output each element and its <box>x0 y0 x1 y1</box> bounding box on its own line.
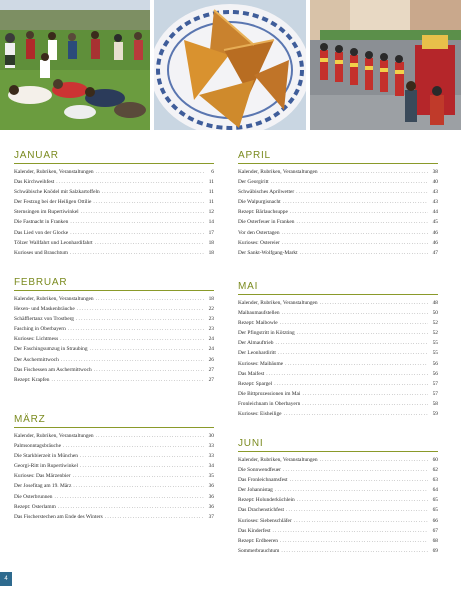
toc-entries <box>14 167 214 258</box>
toc-leader-dots <box>302 399 428 409</box>
toc-entry-title: Die Osterbrunnen <box>14 493 53 500</box>
toc-entry-title: Rezept: Spargel <box>238 380 273 387</box>
toc-entry[interactable] <box>238 399 438 409</box>
toc-leader-dots <box>56 177 204 187</box>
toc-entry[interactable] <box>14 304 214 314</box>
toc-entry[interactable] <box>238 409 438 419</box>
photo-pastries <box>154 0 306 130</box>
toc-entry-page: 63 <box>432 477 438 484</box>
month-heading: MÄRZ <box>14 414 214 428</box>
toc-entry-page: 11 <box>208 199 214 206</box>
toc-entry-page: 69 <box>432 547 438 554</box>
toc-entry[interactable] <box>14 294 214 304</box>
toc-entry-title: Die Bittprozessionen im Mai <box>238 390 301 397</box>
toc-entries <box>14 431 214 522</box>
photo-folk-picnic <box>0 0 150 130</box>
toc-entry-page: 24 <box>208 336 214 343</box>
toc-entry-title: Kurioses: Eisheilige <box>238 411 282 418</box>
toc-section-maerz <box>14 414 214 522</box>
toc-leader-dots <box>320 455 428 465</box>
toc-leader-dots <box>58 502 204 512</box>
toc-entry[interactable] <box>238 369 438 379</box>
toc-entry[interactable] <box>14 441 214 451</box>
toc-entry[interactable] <box>14 187 214 197</box>
toc-entry-page: 52 <box>432 320 438 327</box>
toc-entry[interactable] <box>14 314 214 324</box>
toc-entry[interactable] <box>238 177 438 187</box>
toc-entry-page: 18 <box>208 239 214 246</box>
toc-entry[interactable] <box>14 238 214 248</box>
toc-entry[interactable] <box>14 502 214 512</box>
toc-entry-page: 46 <box>432 229 438 236</box>
toc-entry-page: 6 <box>211 169 214 175</box>
toc-entry-title: Kurioses: Maibäume <box>238 360 284 367</box>
toc-leader-dots <box>73 471 204 481</box>
month-heading: FEBRUAR <box>14 277 214 291</box>
toc-section-juni <box>238 438 438 556</box>
toc-entry-page: 55 <box>432 340 438 347</box>
toc-entry-page: 14 <box>208 219 214 226</box>
toc-entry-page: 43 <box>432 189 438 196</box>
toc-leader-dots <box>294 516 428 526</box>
toc-entry[interactable] <box>14 481 214 491</box>
toc-entry-title: Der Leonhardiritt <box>238 350 276 357</box>
toc-entry[interactable] <box>14 207 214 217</box>
toc-entry-page: 11 <box>208 179 214 186</box>
toc-leader-dots <box>296 217 428 227</box>
toc-entry[interactable] <box>14 355 214 365</box>
toc-entry-page: 64 <box>432 487 438 494</box>
toc-leader-dots <box>63 441 204 451</box>
toc-entry-page: 66 <box>432 517 438 524</box>
toc-entry[interactable] <box>238 546 438 556</box>
toc-entry-page: 65 <box>432 497 438 504</box>
toc-leader-dots <box>60 334 204 344</box>
toc-entry[interactable] <box>238 238 438 248</box>
toc-entry[interactable] <box>238 359 438 369</box>
toc-entry-title: Der Almauftrieb <box>238 340 274 347</box>
toc-leader-dots <box>54 492 204 502</box>
toc-entry[interactable] <box>238 328 438 338</box>
toc-entry-title: Das Maifest <box>238 370 265 377</box>
toc-entry-title: Der Pfingstritt in Kötzting <box>238 330 295 337</box>
toc-entry-page: 36 <box>208 503 214 510</box>
toc-leader-dots <box>90 344 204 354</box>
toc-entry-page: 23 <box>208 326 214 333</box>
toc-entry-page: 26 <box>208 356 214 363</box>
toc-entry-title: Der Georgiritt <box>238 179 269 186</box>
photo-parade <box>310 0 461 130</box>
toc-entry-page: 57 <box>432 380 438 387</box>
toc-entry-page: 56 <box>432 360 438 367</box>
toc-entry[interactable] <box>14 471 214 481</box>
toc-entry[interactable] <box>14 375 214 385</box>
toc-entry-title: Kalender, Rubriken, Veranstaltungen <box>238 169 318 175</box>
toc-entry-title: Die Fastnacht in Franken <box>14 219 69 226</box>
toc-entry[interactable] <box>14 344 214 354</box>
toc-entry-title: Der Johannistag <box>238 487 273 494</box>
toc-leader-dots <box>290 207 428 217</box>
toc-entry[interactable] <box>14 451 214 461</box>
toc-leader-dots <box>275 485 428 495</box>
toc-entry-title: Die Starkbierzeit in München <box>14 453 78 460</box>
toc-entry-title: Sommerbrauchtum <box>238 547 280 554</box>
toc-entry[interactable] <box>14 167 214 177</box>
toc-entry[interactable] <box>238 505 438 515</box>
toc-leader-dots <box>80 451 204 461</box>
toc-entry-page: 50 <box>432 310 438 317</box>
toc-leader-dots <box>320 298 428 308</box>
toc-leader-dots <box>274 379 428 389</box>
toc-entries <box>238 298 438 419</box>
toc-entry-title: Das Drachenstichfest <box>238 507 284 514</box>
toc-entry-title: Kalender, Rubriken, Veranstaltungen <box>14 296 94 302</box>
toc-leader-dots <box>300 248 428 258</box>
toc-leader-dots <box>77 304 204 314</box>
toc-entry[interactable] <box>238 389 438 399</box>
toc-entry[interactable] <box>238 475 438 485</box>
toc-entry-title: Das Kirchweihfest <box>14 179 55 186</box>
toc-entry-title: Das Lied von der Glocke <box>14 229 69 236</box>
toc-leader-dots <box>278 348 428 358</box>
toc-entry-page: 35 <box>208 473 214 480</box>
toc-entry-title: Kurioses: Siebenschläfer <box>238 517 292 524</box>
toc-entry-page: 38 <box>432 169 438 175</box>
toc-entry-page: 36 <box>208 493 214 500</box>
toc-entry-title: Rezept: Erdbeeren <box>238 537 278 544</box>
toc-entry-page: 33 <box>208 443 214 450</box>
toc-entry[interactable] <box>238 348 438 358</box>
toc-entry-page: 47 <box>432 249 438 256</box>
toc-leader-dots <box>282 308 428 318</box>
photo-strip <box>0 0 461 130</box>
toc-leader-dots <box>272 526 428 536</box>
toc-entry-page: 43 <box>432 199 438 206</box>
toc-entry[interactable] <box>238 167 438 177</box>
toc-entry-title: Schäfflertanz von Trostberg <box>14 316 74 323</box>
toc-entry-page: 17 <box>208 229 214 236</box>
toc-entry-title: Georgi-Ritt im Rupertiwinkel <box>14 463 78 470</box>
toc-entry[interactable] <box>14 334 214 344</box>
toc-entry[interactable] <box>14 461 214 471</box>
toc-entry-page: 46 <box>432 239 438 246</box>
toc-leader-dots <box>93 197 204 207</box>
toc-leader-dots <box>280 318 428 328</box>
toc-entry-page: 45 <box>432 219 438 226</box>
toc-entry-title: Maibaumaufstellen <box>238 310 280 317</box>
toc-leader-dots <box>70 228 204 238</box>
toc-entry-title: Der Faschingsumzug in Straubing <box>14 346 88 353</box>
toc-leader-dots <box>280 536 428 546</box>
toc-entry[interactable] <box>238 526 438 536</box>
toc-entry-page: 44 <box>432 209 438 216</box>
toc-leader-dots <box>70 217 204 227</box>
toc-entry[interactable] <box>14 492 214 502</box>
toc-entry-title: Hexen- und Maskenbräuche <box>14 306 75 313</box>
toc-leader-dots <box>95 238 204 248</box>
toc-leader-dots <box>271 177 428 187</box>
toc-entry-title: Kurioses: Ostereier <box>238 239 280 246</box>
toc-entry-title: Das Kinderfest <box>238 527 271 534</box>
toc-entry[interactable] <box>238 495 438 505</box>
toc-entry-title: Der Festzug bei der Heiligen Ottilie <box>14 199 92 206</box>
toc-entry[interactable] <box>14 228 214 238</box>
toc-entry[interactable] <box>14 512 214 522</box>
toc-entry[interactable] <box>238 338 438 348</box>
toc-entry-page: 59 <box>432 411 438 418</box>
toc-entry-page: 23 <box>208 316 214 323</box>
toc-leader-dots <box>282 228 428 238</box>
toc-leader-dots <box>70 248 204 258</box>
toc-entry[interactable] <box>238 465 438 475</box>
month-heading: JUNI <box>238 438 438 452</box>
toc-leader-dots <box>297 495 428 505</box>
toc-leader-dots <box>284 409 428 419</box>
toc-entry[interactable] <box>14 197 214 207</box>
toc-entry-page: 30 <box>208 433 214 439</box>
toc-entry-page: 18 <box>208 249 214 256</box>
toc-entry[interactable] <box>14 177 214 187</box>
toc-leader-dots <box>302 389 428 399</box>
toc-entry[interactable] <box>14 431 214 441</box>
toc-entry-title: Fasching in Oberbayern <box>14 326 66 333</box>
toc-entry-title: Kurioses: Lichtmess <box>14 336 59 343</box>
toc-leader-dots <box>81 207 204 217</box>
toc-entry-page: 68 <box>432 537 438 544</box>
toc-leader-dots <box>96 167 204 177</box>
toc-entry-title: Schwäbisches Aprilwetter <box>238 189 295 196</box>
month-heading: JANUAR <box>14 150 214 164</box>
toc-leader-dots <box>266 369 428 379</box>
toc-leader-dots <box>286 505 428 515</box>
toc-entry-page: 60 <box>432 457 438 463</box>
page-number: 4 <box>0 572 12 586</box>
toc-leader-dots <box>281 546 428 556</box>
toc-entry[interactable] <box>14 217 214 227</box>
toc-leader-dots <box>94 365 204 375</box>
toc-entry[interactable] <box>238 187 438 197</box>
toc-entry-title: Fronleichnam in Oberbayern <box>238 400 301 407</box>
toc-entry-page: 36 <box>208 483 214 490</box>
toc-leader-dots <box>96 294 204 304</box>
toc-entry[interactable] <box>238 455 438 465</box>
toc-entry[interactable] <box>238 298 438 308</box>
toc-entry[interactable] <box>14 248 214 258</box>
toc-entry-page: 11 <box>208 189 214 196</box>
toc-entry-page: 24 <box>208 346 214 353</box>
toc-leader-dots <box>80 461 204 471</box>
toc-leader-dots <box>275 338 428 348</box>
toc-entry-title: Kurioses und Brauchtum <box>14 249 68 256</box>
toc-leader-dots <box>282 238 428 248</box>
toc-entry-page: 57 <box>432 390 438 397</box>
toc-entry-title: Das Fischessen am Aschermittwoch <box>14 366 92 373</box>
toc-entry-page: 52 <box>432 330 438 337</box>
toc-entry[interactable] <box>238 248 438 258</box>
toc-entry[interactable] <box>238 379 438 389</box>
month-heading: APRIL <box>238 150 438 164</box>
toc-leader-dots <box>51 375 204 385</box>
toc-entry-title: Kalender, Rubriken, Veranstaltungen <box>238 457 318 463</box>
toc-entry-title: Das Fischerstechen am Ende des Winters <box>14 513 103 520</box>
toc-entry[interactable] <box>238 308 438 318</box>
toc-entry[interactable] <box>14 324 214 334</box>
toc-leader-dots <box>61 355 204 365</box>
toc-entry-page: 58 <box>432 400 438 407</box>
toc-leader-dots <box>290 475 428 485</box>
toc-leader-dots <box>105 512 204 522</box>
toc-entry-title: Tölzer Wallfahrt und Leonhardifahrt <box>14 239 93 246</box>
toc-section-mai <box>238 281 438 419</box>
toc-leader-dots <box>283 197 428 207</box>
toc-entry-title: Rezept: Bärlauchsuppe <box>238 209 288 216</box>
toc-entries <box>238 167 438 258</box>
toc-leader-dots <box>296 187 428 197</box>
toc-entry-title: Der Sankt-Wolfgang-Markt <box>238 249 298 256</box>
toc-leader-dots <box>297 328 428 338</box>
toc-entry-title: Vor den Ostertagen <box>238 229 280 236</box>
toc-section-januar <box>14 150 214 258</box>
toc-entry-page: 22 <box>208 306 214 313</box>
toc-entry-title: Die Osterfeuer in Franken <box>238 219 295 226</box>
toc-entry-title: Kurioses: Das Märzenbier <box>14 473 71 480</box>
toc-entry-title: Rezept: Krapfen <box>14 376 50 383</box>
toc-entry[interactable] <box>238 207 438 217</box>
toc-entry-page: 48 <box>432 300 438 306</box>
toc-entry[interactable] <box>238 485 438 495</box>
toc-entry-page: 62 <box>432 467 438 474</box>
toc-leader-dots <box>68 324 204 334</box>
toc-leader-dots <box>283 465 428 475</box>
toc-entry-page: 67 <box>432 527 438 534</box>
toc-entry-page: 33 <box>208 453 214 460</box>
toc-leader-dots <box>285 359 428 369</box>
toc-entry-title: Der Aschermittwoch <box>14 356 59 363</box>
toc-entry-title: Schwäbische Knödel mit Salzkartoffeln <box>14 189 100 196</box>
toc-entry-title: Kalender, Rubriken, Veranstaltungen <box>14 169 94 175</box>
toc-entry-page: 18 <box>208 296 214 302</box>
toc-entry-page: 12 <box>208 209 214 216</box>
toc-entries <box>14 294 214 385</box>
toc-leader-dots <box>102 187 204 197</box>
toc-leader-dots <box>73 481 204 491</box>
toc-entry-page: 34 <box>208 463 214 470</box>
toc-section-april <box>238 150 438 258</box>
toc-entries <box>238 455 438 556</box>
toc-entry[interactable] <box>238 228 438 238</box>
toc-leader-dots <box>320 167 428 177</box>
toc-entry[interactable] <box>238 197 438 207</box>
toc-entry-page: 55 <box>432 350 438 357</box>
toc-entry-page: 27 <box>208 366 214 373</box>
toc-entry-title: Das Fronleichnamsfest <box>238 477 288 484</box>
toc-entry-title: Der Josefitag am 19. März <box>14 483 72 490</box>
toc-leader-dots <box>76 314 204 324</box>
toc-entry-title: Kalender, Rubriken, Veranstaltungen <box>14 433 94 439</box>
toc-entry-page: 27 <box>208 376 214 383</box>
toc-entry[interactable] <box>238 536 438 546</box>
toc-entry-title: Die Walpurgisnacht <box>238 199 281 206</box>
month-heading: MAI <box>238 281 438 295</box>
toc-entry-title: Sternsingen im Rupertiwinkel <box>14 209 79 216</box>
toc-entry-page: 37 <box>208 513 214 520</box>
toc-leader-dots <box>96 431 204 441</box>
toc-entry-title: Palmsonntagsbräuche <box>14 443 62 450</box>
toc-entry-title: Rezept: Osterlamm <box>14 503 56 510</box>
toc-entry[interactable] <box>238 217 438 227</box>
toc-entry-title: Rezept: Maibowle <box>238 320 278 327</box>
toc-entry-page: 65 <box>432 507 438 514</box>
toc-entry-page: 40 <box>432 179 438 186</box>
toc-entry[interactable] <box>14 365 214 375</box>
toc-entry-title: Die Sonnwendfeuer <box>238 467 281 474</box>
toc-entry[interactable] <box>238 516 438 526</box>
toc-entry-page: 56 <box>432 370 438 377</box>
toc-entry-title: Rezept: Holunderküchlein <box>238 497 295 504</box>
toc-entry-title: Kalender, Rubriken, Veranstaltungen <box>238 300 318 306</box>
toc-section-februar <box>14 277 214 385</box>
toc-entry[interactable] <box>238 318 438 328</box>
